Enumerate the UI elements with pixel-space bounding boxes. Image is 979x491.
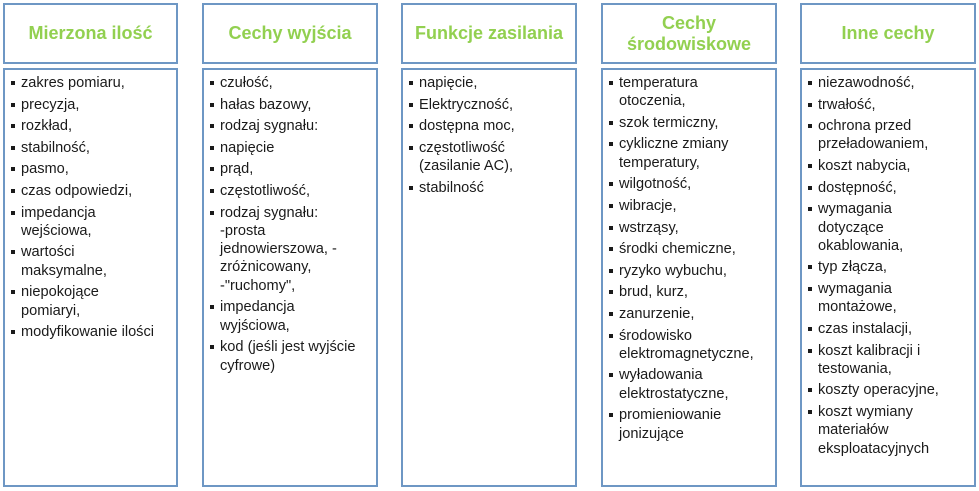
list-item: cykliczne zmiany temperatury, xyxy=(607,135,773,172)
list-item: impedancja wejściowa, xyxy=(9,204,174,241)
list-item: wstrząsy, xyxy=(607,219,773,237)
column-header xyxy=(202,3,378,64)
list-item: impedancja wyjściowa, xyxy=(208,298,374,335)
list-item: czas odpowiedzi, xyxy=(9,182,174,200)
column-title: Inne cechy xyxy=(841,23,935,43)
list-item: czułość, xyxy=(208,74,374,92)
list-item: koszt nabycia, xyxy=(806,157,972,175)
list-item: zakres pomiaru, xyxy=(9,74,174,92)
list-item: kod (jeśli jest wyjście cyfrowe) xyxy=(208,338,374,375)
list-item: koszty operacyjne, xyxy=(806,381,972,399)
list-item: wilgotność, xyxy=(607,175,773,193)
list-item: rozkład, xyxy=(9,117,174,135)
list-item: ryzyko wybuchu, xyxy=(607,262,773,280)
feature-list xyxy=(802,70,974,458)
list-item: modyfikowanie ilości xyxy=(9,323,174,341)
list-item: wymagania dotyczące okablowania, xyxy=(806,200,972,255)
list-item: typ złącza, xyxy=(806,258,972,276)
column-header xyxy=(401,3,577,64)
list-item: dostępna moc, xyxy=(407,117,573,135)
list-item: wyładowania elektrostatyczne, xyxy=(607,366,773,403)
feature-list xyxy=(603,70,775,443)
list-item: brud, kurz, xyxy=(607,283,773,301)
list-item: pasmo, xyxy=(9,160,174,178)
feature-list xyxy=(204,70,376,375)
list-item: niezawodność, xyxy=(806,74,972,92)
list-item: zanurzenie, xyxy=(607,305,773,323)
list-item: środowisko elektromagnetyczne, xyxy=(607,327,773,364)
column-header xyxy=(601,3,777,64)
column-header xyxy=(3,3,178,64)
list-item: trwałość, xyxy=(806,96,972,114)
list-item: szok termiczny, xyxy=(607,114,773,132)
list-item: koszt kalibracji i testowania, xyxy=(806,342,972,379)
list-item: rodzaj sygnału: xyxy=(208,117,374,135)
column-title: Cechy środowiskowe xyxy=(626,12,752,54)
list-item: stabilność xyxy=(407,179,573,197)
list-item: rodzaj sygnału: -prosta jednowierszowa, - zróżnicowany, -"ruchomy", xyxy=(208,204,374,295)
list-item: wibracje, xyxy=(607,197,773,215)
list-item: precyzja, xyxy=(9,96,174,114)
list-item: napięcie, xyxy=(407,74,573,92)
list-item: dostępność, xyxy=(806,179,972,197)
list-item: stabilność, xyxy=(9,139,174,157)
list-item: temperatura otoczenia, xyxy=(607,74,773,111)
list-item: promieniowanie jonizujące xyxy=(607,406,773,443)
column-title: Cechy wyjścia xyxy=(228,23,352,43)
list-item: środki chemiczne, xyxy=(607,240,773,258)
list-item: napięcie xyxy=(208,139,374,157)
list-item: ochrona przed przeładowaniem, xyxy=(806,117,972,154)
list-item: wymagania montażowe, xyxy=(806,280,972,317)
list-item: hałas bazowy, xyxy=(208,96,374,114)
list-item: częstotliwość (zasilanie AC), xyxy=(407,139,573,176)
column-body xyxy=(3,68,178,487)
column-title: Funkcje zasilania xyxy=(414,23,564,43)
column-header xyxy=(800,3,976,64)
list-item: koszt wymiany materiałów eksploatacyjnych xyxy=(806,403,972,458)
column-body xyxy=(401,68,577,487)
list-item: prąd, xyxy=(208,160,374,178)
list-item: Elektryczność, xyxy=(407,96,573,114)
list-item: czas instalacji, xyxy=(806,320,972,338)
list-item: częstotliwość, xyxy=(208,182,374,200)
list-item: wartości maksymalne, xyxy=(9,243,174,280)
column-body xyxy=(202,68,378,487)
column-body xyxy=(800,68,976,487)
column-title: Mierzona ilość xyxy=(28,23,153,43)
feature-list xyxy=(5,70,176,342)
list-item: niepokojące pomiaryi, xyxy=(9,283,174,320)
feature-list xyxy=(403,70,575,197)
column-body xyxy=(601,68,777,487)
